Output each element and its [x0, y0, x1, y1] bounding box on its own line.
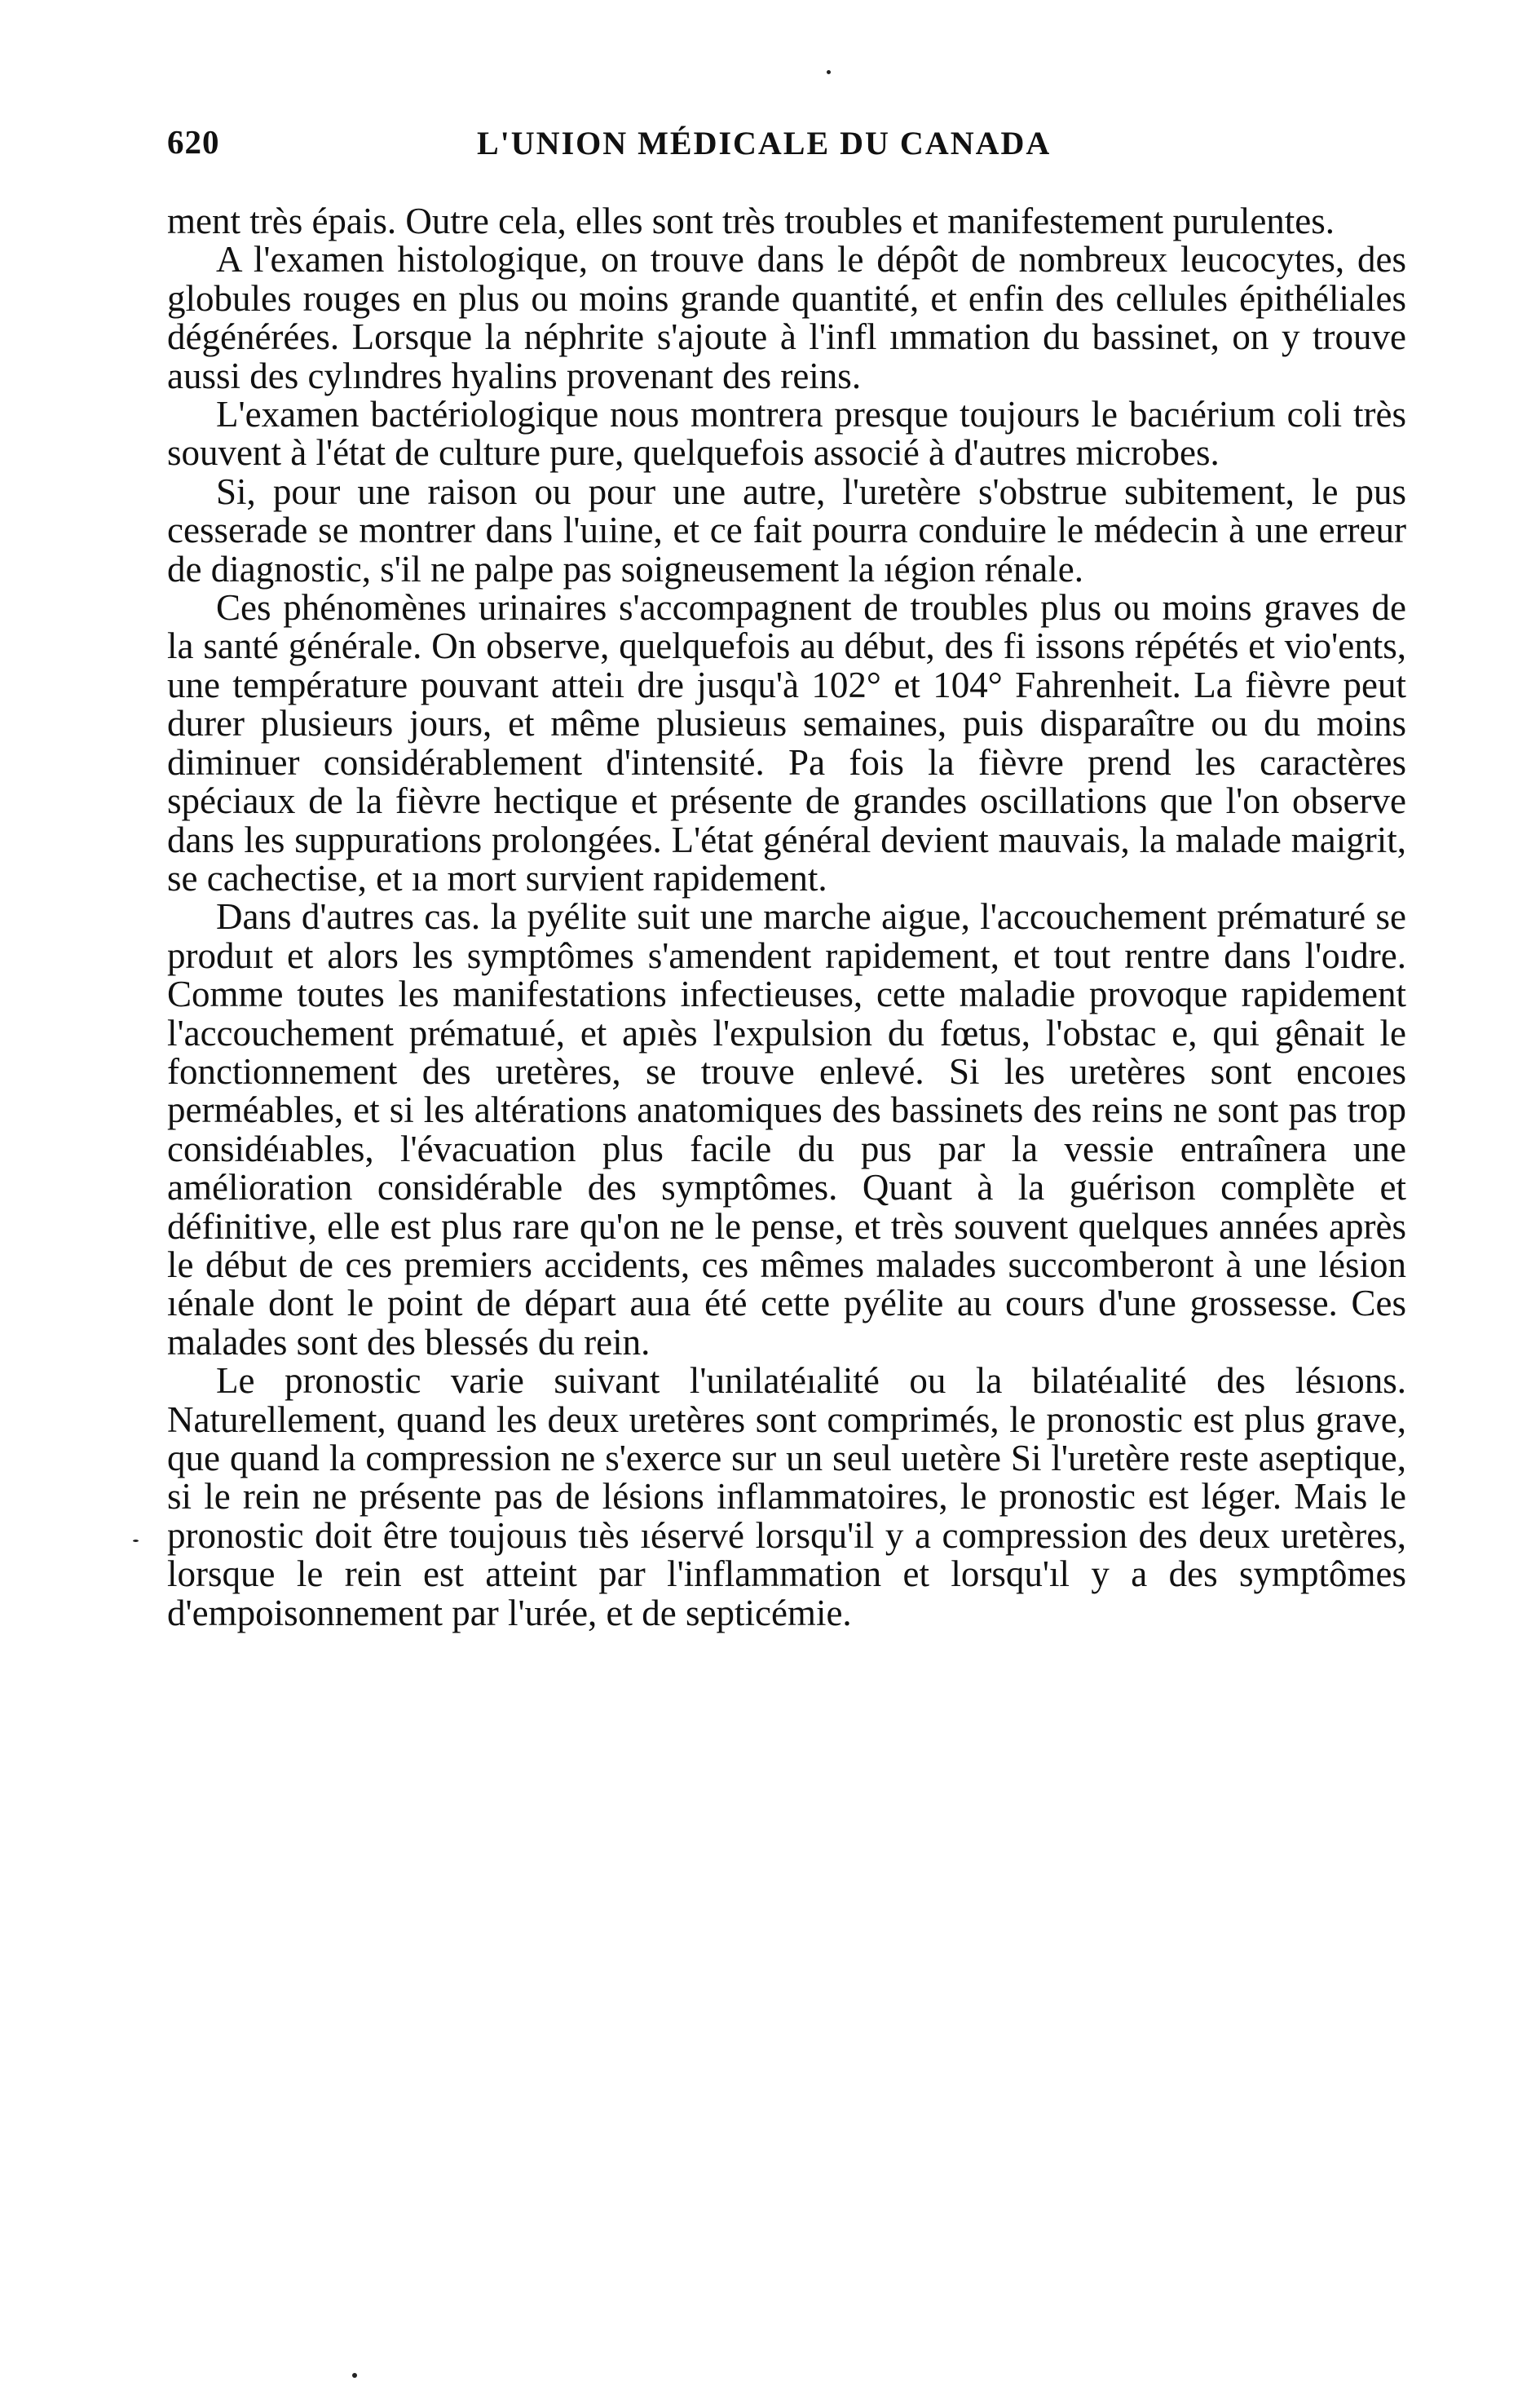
paragraph-acute-course: Dans d'autres cas. la pyélite suit une marche aigue, l'accouchement prématuré se produıt et alors les symptômes s'amendent rapidement, et tout rentre dans l'oıdre. Comme toutes les manifestations infectieuses, cette maladie provoque rapidement l'accouchement prématuıé, et apıès l'expulsion du fœtus, l'obstac e, qui gênait le fonctionnement des uretères, se trouve enlevé. Si les uretères sont encoıes perméables, et si les altérations anatomiques des bassinets des reins ne sont pas trop considéıables, l'évacuation plus facile du pus par la vessie entraînera une amélioration considérable des symptômes. Quant à la guérison complète et définitive, elle est plus rare qu'on ne le pense, et très souvent quelques années après le début de ces premiers accidents, ces mêmes malades succomberont à une lésion ıénale dont le point de départ auıa été cette pyélite au cours d'une grossesse. Ces malades sont des blessés du rein. — [167, 896, 1406, 1363]
ink-speck — [133, 1540, 139, 1542]
page-header — [167, 122, 1406, 171]
paragraph-continuation: ment très épais. Outre cela, elles sont très troubles et manifestement purulentes. — [167, 201, 1335, 241]
paragraph-bacteriology: L'examen bactériologique nous montrera presque toujours le bacıérium coli très souvent à l'état de culture pure, quelquefois associé à d'autres microbes. — [167, 394, 1406, 474]
paragraph-histology: A l'examen histologique, on trouve dans le dépôt de nombreux leucocytes, des globules rouges en plus ou moins grande quantité, et enfin des cellules épithéliales dégénérées. Lorsque la néphrite s'ajoute à l'infl ımmation du bassinet, on y trouve aussi des cylındres hyalins provenant des reins. — [167, 239, 1406, 396]
paragraph-obstruction: Si, pour une raison ou pour une autre, l'uretère s'obstrue subitement, le pus cesserade se montrer dans l'uıine, et ce fait pourra conduire le médecin à une erreur de diagnostic, s'il ne palpe pas soigneusement la ıégion rénale. — [167, 471, 1406, 590]
paragraph-general-symptoms: Ces phénomènes urinaires s'accompagnent de troubles plus ou moins graves de la santé générale. On observe, quelquefois au début, des fi issons répétés et vio'ents, une température pouvant atteiı dre jusqu'à 102° et 104° Fahrenheit. La fièvre peut durer plusieurs jours, et même plusieuıs semaines, puis disparaître ou du moins diminuer considérablement d'intensité. Pa fois la fièvre prend les caractères spéciaux de la fièvre hectique et présente de grandes oscillations que l'on observe dans les suppurations prolongées. L'état général devient mauvais, la malade maigrit, se cachectise, et ıa mort survient rapidement. — [167, 587, 1406, 899]
ink-speck — [352, 2373, 357, 2378]
ink-speck — [827, 70, 831, 74]
page-number: 620 — [167, 123, 220, 161]
body-text — [167, 202, 1406, 1633]
paragraph-prognosis: Le pronostic varie suivant l'unilatéıalité ou la bilatéıalité des lésıons. Naturellement, quand les deux uretères sont comprimés, le pronostic est plus grave, que quand la compression ne s'exerce sur un seul uıetère Si l'uretère reste aseptique, si le rein ne présente pas de lésions inflammatoires, le pronostic est léger. Mais le pronostic doit être toujouıs tıès ıéservé lorsqu'il y a compression des deux uretères, lorsque le rein est atteint par l'inflammation et lorsqu'ıl y a des symptômes d'empoisonnement par l'urée, et de septicémie. — [167, 1360, 1406, 1633]
book-page — [167, 122, 1406, 1633]
running-head: L'UNION MÉDICALE DU CANADA — [477, 125, 1052, 161]
